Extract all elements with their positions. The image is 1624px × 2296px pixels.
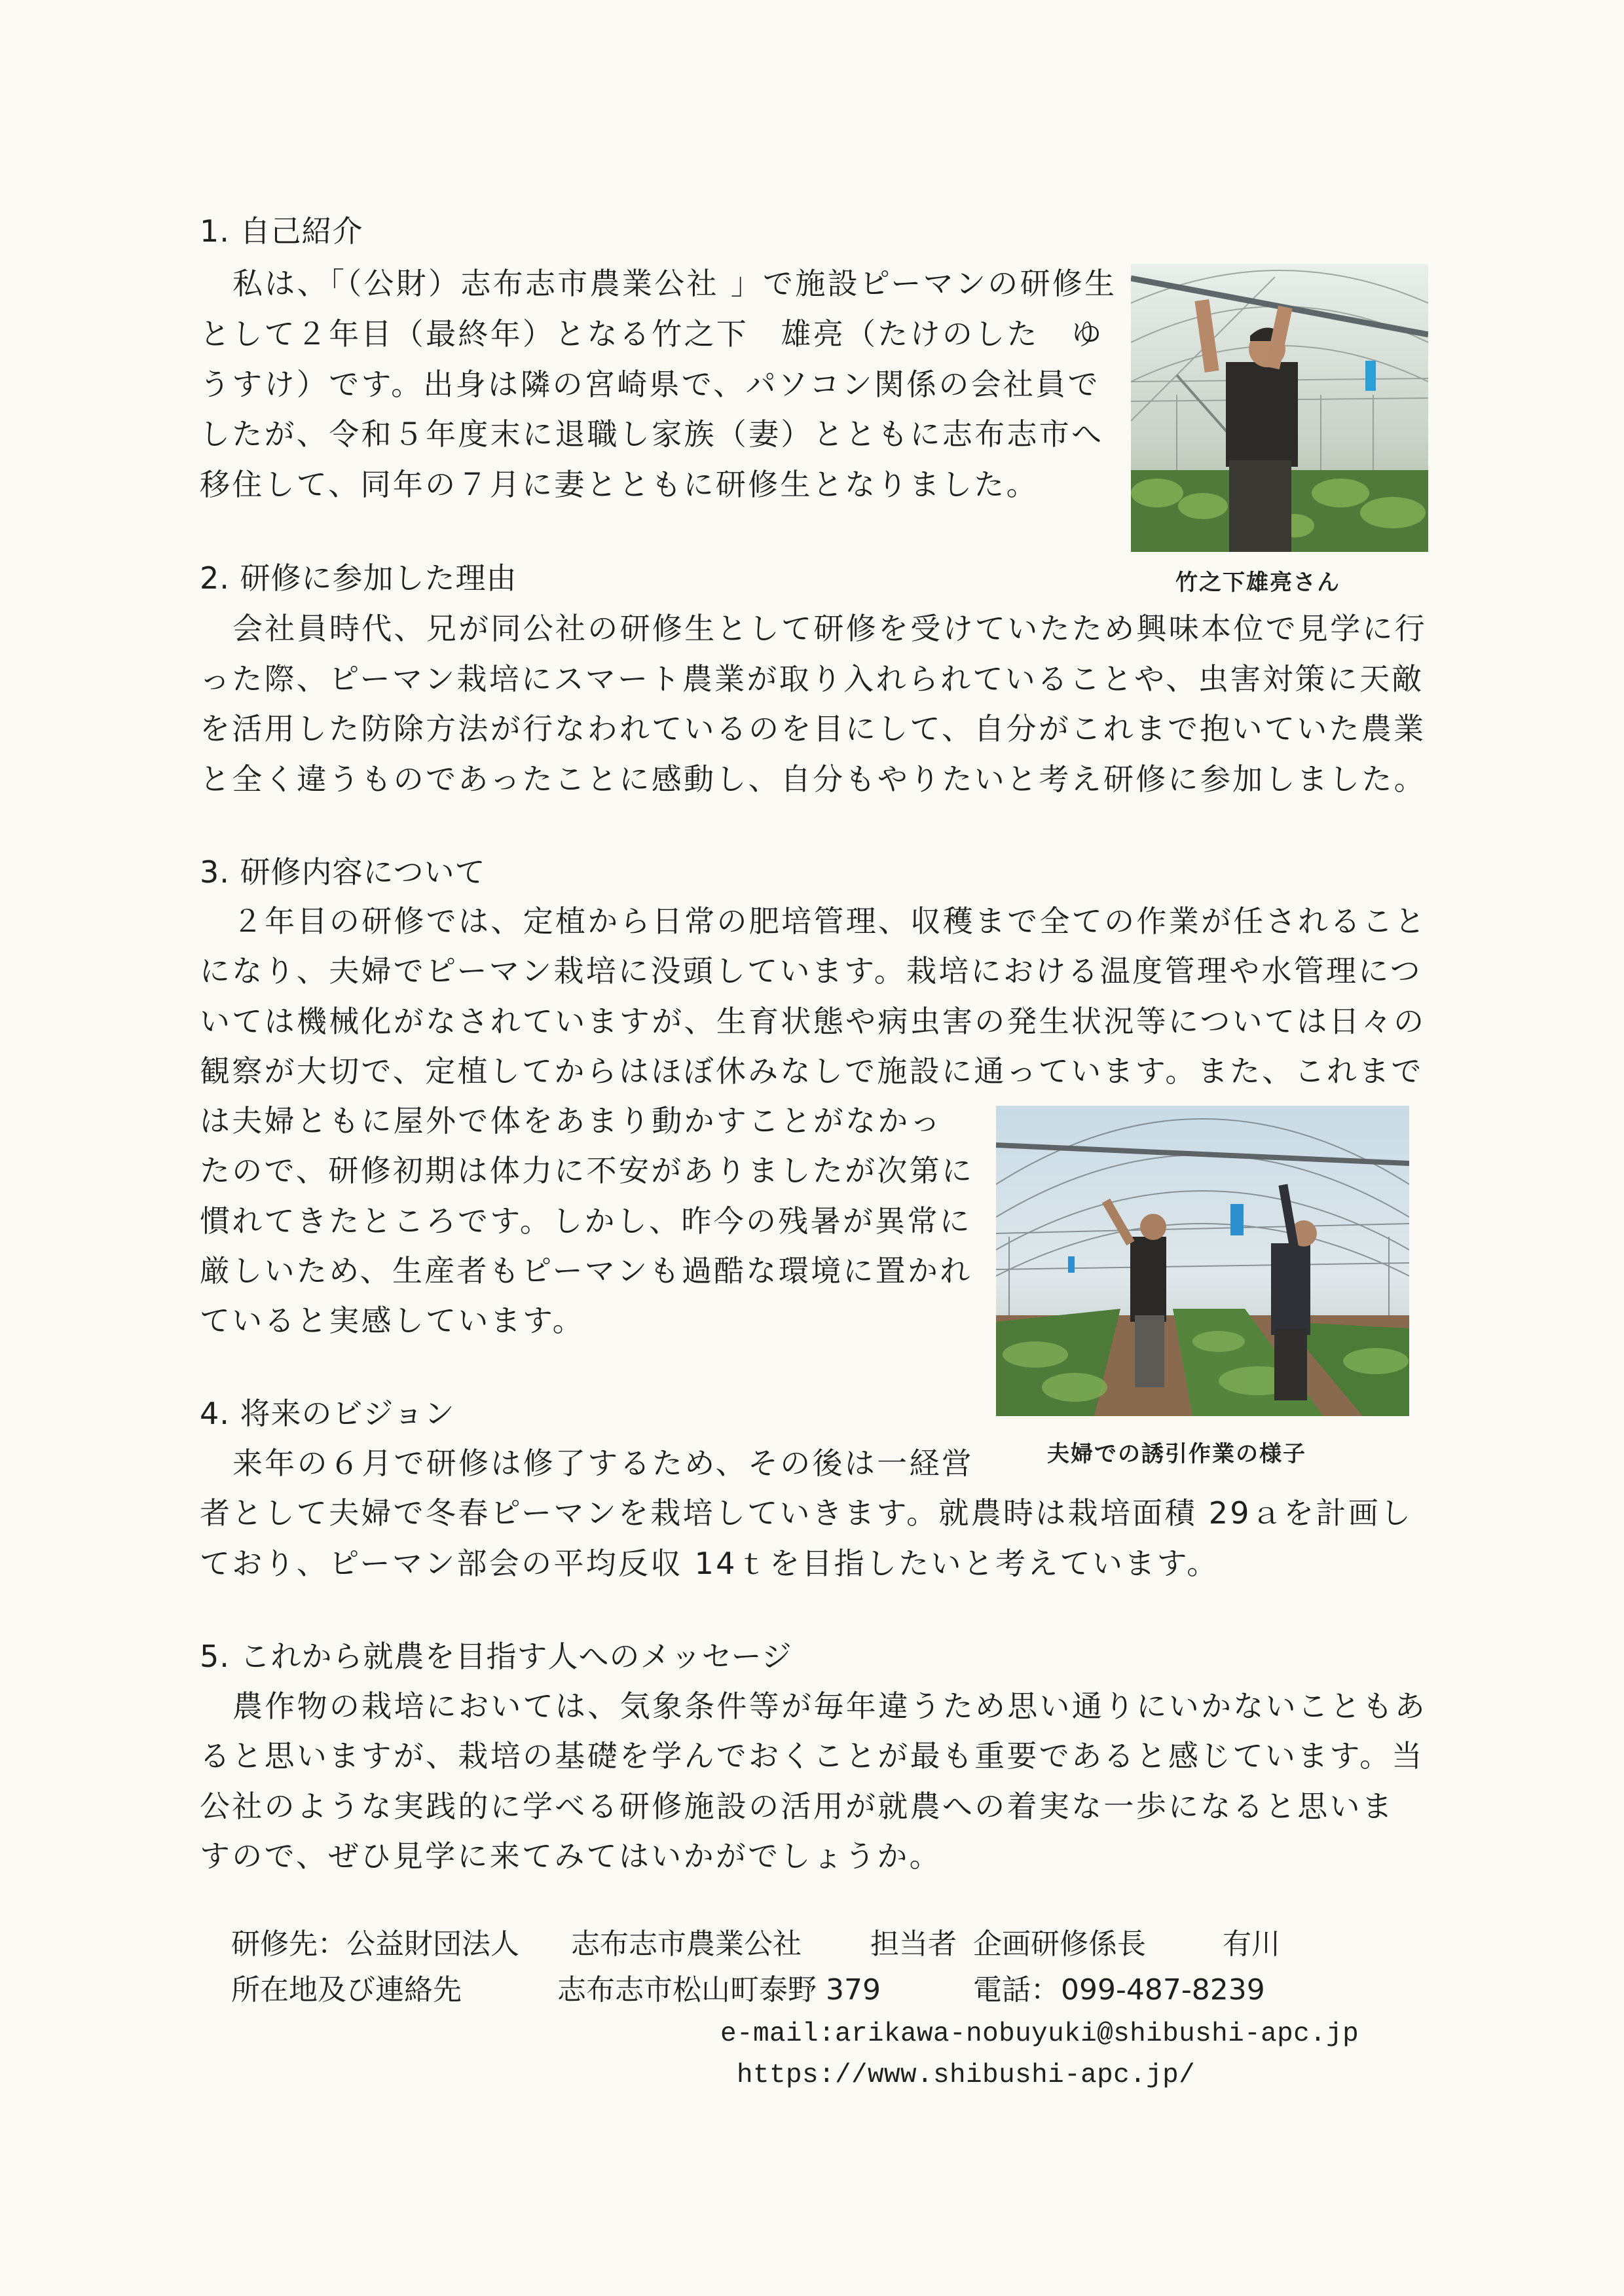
email-label: e-mail: [720,2019,836,2049]
section-3-line: になり、夫婦でピーマン栽培に没頭しています。栽培における温度管理や水管理につ [200,953,1422,989]
section-1-line: として２年目（最終年）となる竹之下 雄亮（たけのした ゆ [200,316,1104,352]
section-2-line: と全く違うものであったことに感動し、自分もやりたいと考え研修に参加しました。 [200,761,1426,797]
photo-1-caption: 竹之下雄亮さん [1175,570,1340,596]
section-3-line: ２年目の研修では、定植から日常の肥培管理、収穫まで全ての作業が任されること [232,903,1428,939]
section-5-line: すので、ぜひ見学に来てみてはいかがでしょうか。 [200,1838,942,1874]
section-4-line: 来年の６月で研修は修了するため、その後は一経営 [232,1446,974,1481]
section-5-heading: 5. これから就農を目指す人へのメッセージ [200,1639,792,1674]
section-1-line: うすけ）です。出身は隣の宮崎県で、パソコン関係の会社員で [200,367,1100,402]
contact-person-name: 有川 [1223,1927,1280,1961]
section-3-heading: 3. 研修内容について [200,854,486,890]
photo-2-caption: 夫婦での誘引作業の様子 [1047,1441,1306,1467]
phone-label: 電話： [973,1973,1060,2007]
section-3-line: ていると実感しています。 [200,1303,585,1338]
section-2-line: った際、ピーマン栽培にスマート農業が取り入れられていることや、虫害対策に天敵 [200,661,1424,697]
website-url[interactable]: https://www.shibushi-apc.jp/ [737,2060,1196,2090]
email-line[interactable] [720,2016,1359,2052]
section-2-line: を活用した防除方法が行なわれているのを目にして、自分がこれまで抱いていた農業 [200,711,1426,746]
organization-name: 志布志市農業公社 [571,1927,802,1961]
section-5-line: 農作物の栽培においては、気象条件等が毎年違うため思い通りにいかないこともあ [232,1688,1428,1724]
section-1-heading: 1. 自己紹介 [200,213,363,249]
contact-person-label: 担当者 [870,1927,957,1961]
email-address[interactable]: arikawa-nobuyuki@shibushi-apc.jp [835,2019,1359,2049]
section-2-line: 会社員時代、兄が同公社の研修生として研修を受けていたため興味本位で見学に行 [232,611,1428,646]
section-3-line: 厳しいため、生産者もピーマンも過酷な環境に置かれ [200,1253,972,1288]
section-3-line: いては機械化がなされていますが、生育状態や病虫害の発生状況等については日々の [200,1004,1426,1039]
section-2-heading: 2. 研修に参加した理由 [200,560,517,596]
section-5-line: ると思いますが、栽培の基礎を学んでおくことが最も重要であると感じています。当 [200,1738,1424,1774]
section-3-line: は夫婦ともに屋外で体をあまり動かすことがなかっ [200,1103,942,1139]
section-1-line: 私は、「（公財）志布志市農業公社 」で施設ピーマンの研修生 [232,266,1117,301]
contact-person-title: 企画研修係長 [973,1927,1146,1961]
section-4-line: ており、ピーマン部会の平均反収 14ｔを目指したいと考えています。 [200,1546,1219,1581]
section-5-line: 公社のような実践的に学べる研修施設の活用が就農への着実な一歩になると思いま [200,1789,1395,1824]
section-3-line: 観察が大切で、定植してからはほぼ休みなしで施設に通っています。また、これまで [200,1053,1424,1089]
photo-couple-working [996,1106,1409,1416]
photo-trainee-portrait [1131,264,1428,552]
greenhouse-photo-1-image [1131,264,1428,552]
address: 志布志市松山町泰野 379 [557,1973,881,2007]
section-4-line: 者として夫婦で冬春ピーマンを栽培していきます。就農時は栽培面積 29ａを計画し [200,1495,1413,1531]
section-1-line: 移住して、同年の７月に妻とともに研修生となりました。 [200,467,1039,502]
greenhouse-photo-2-image [996,1106,1409,1416]
phone-number[interactable]: 099-487-8239 [1061,1973,1265,2007]
address-label: 所在地及び連絡先 [231,1973,462,2007]
section-4-heading: 4. 将来のビジョン [200,1396,455,1431]
training-location-label: 研修先：公益財団法人 [231,1927,519,1961]
section-3-line: 慣れてきたところです。しかし、昨今の残暑が異常に [200,1203,972,1239]
section-3-line: たので、研修初期は体力に不安がありましたが次第に [200,1153,974,1188]
section-1-line: したが、令和５年度末に退職し家族（妻）とともに志布志市へ [200,416,1104,452]
